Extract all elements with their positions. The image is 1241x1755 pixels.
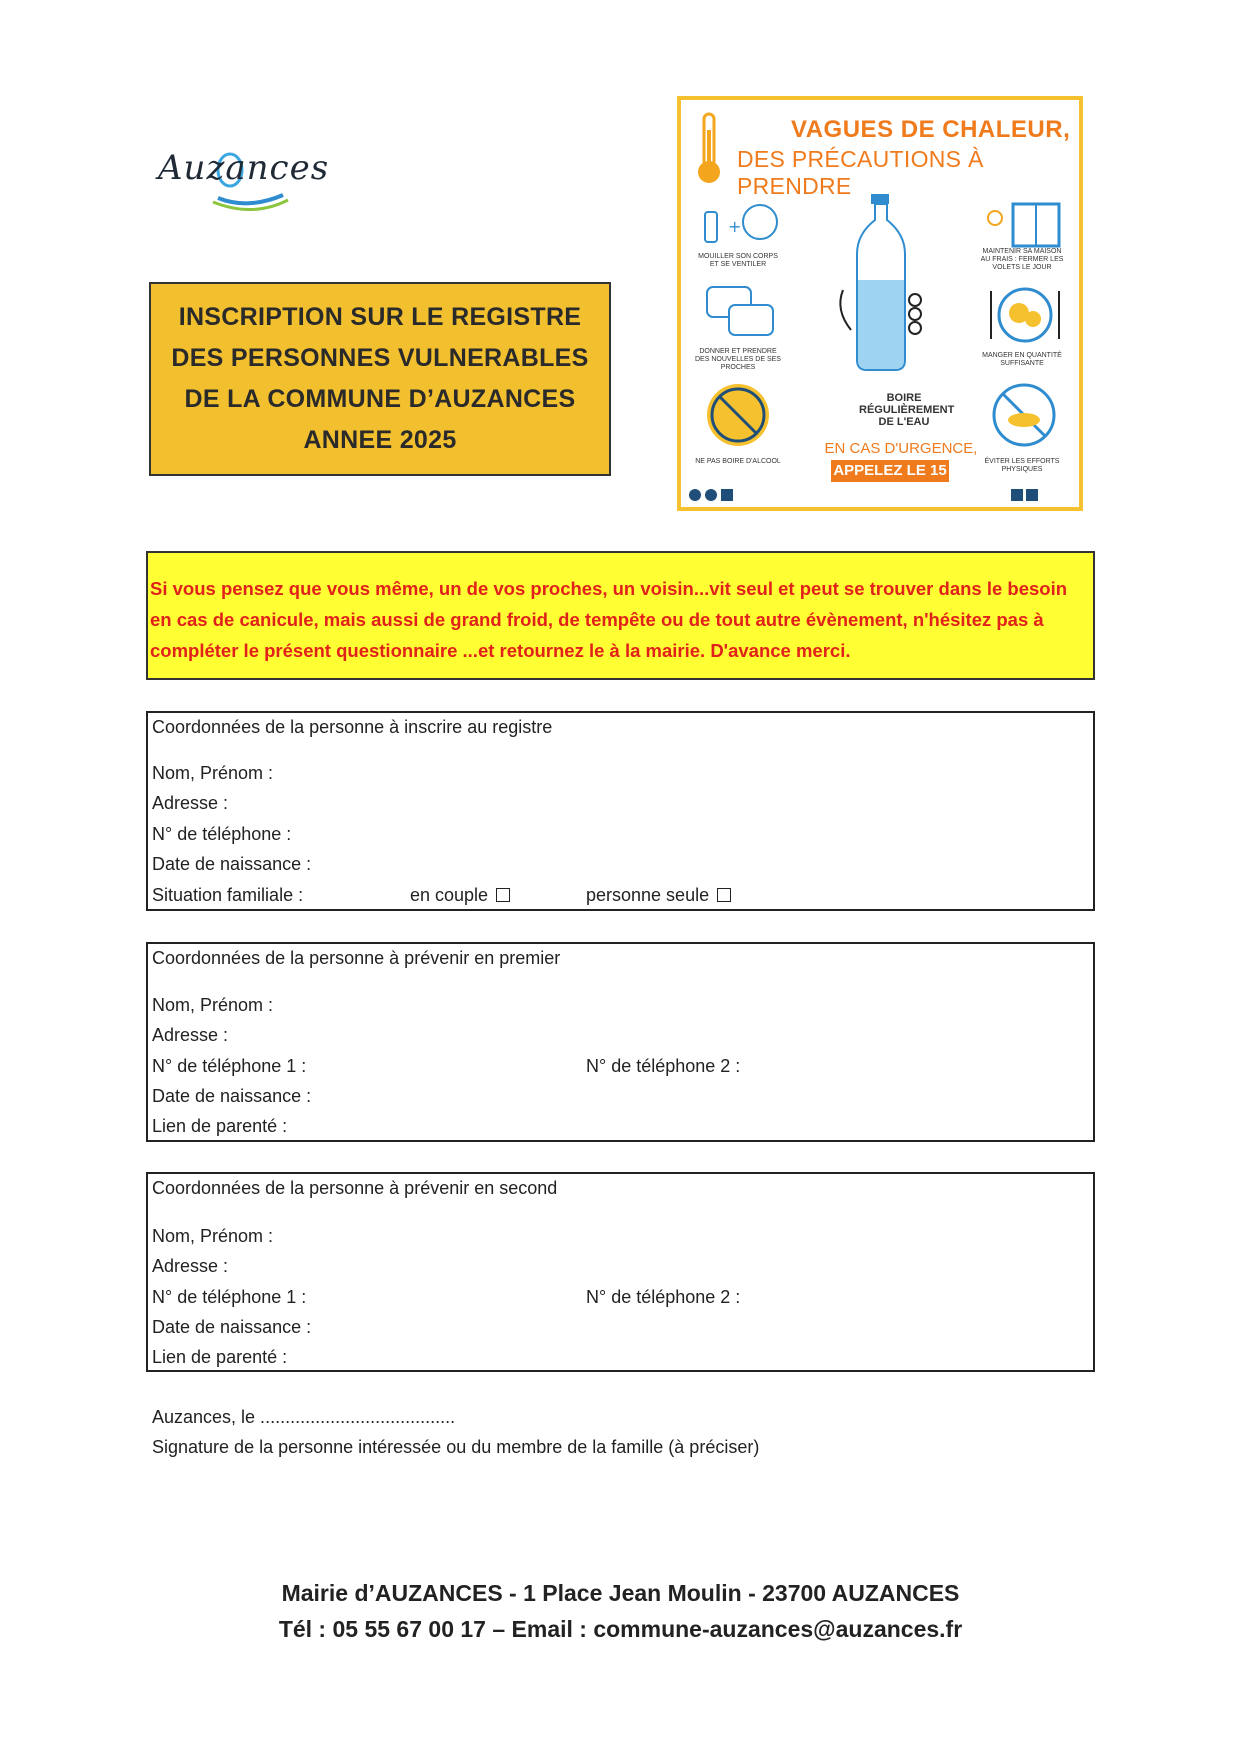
title-line-1: INSCRIPTION SUR LE REGISTRE xyxy=(178,303,582,331)
caption-news: DONNER ET PRENDRE DES NOUVELLES DE SES PROCHES xyxy=(695,348,781,371)
speech-bubbles-icon xyxy=(705,285,785,345)
poster-title-1: VAGUES DE CHALEUR, xyxy=(791,116,1071,143)
address-field-label[interactable]: Adresse : xyxy=(152,793,229,813)
auzances-logo xyxy=(158,140,328,220)
name-field-label[interactable]: Nom, Prénom : xyxy=(152,763,274,783)
caption-drink: BOIRE RÉGULIÈREMENT DE L'EAU xyxy=(859,392,955,428)
section-heading: Coordonnées de la personne à prévenir en second xyxy=(152,1178,558,1198)
title-line-4: ANNEE 2025 xyxy=(303,426,457,454)
family-situation-label: Situation familiale : xyxy=(152,885,304,905)
footer-address: Mairie d’AUZANCES - 1 Place Jean Moulin - 23700 AUZANCES xyxy=(281,1580,960,1606)
poster-appel: APPELEZ LE 15 xyxy=(831,460,949,482)
section-heading: Coordonnées de la personne à prévenir en premier xyxy=(152,948,561,968)
no-effort-icon xyxy=(991,382,1061,452)
poster-title-2: DES PRÉCAUTIONS À PRENDRE xyxy=(737,146,984,199)
single-checkbox[interactable] xyxy=(717,888,731,902)
logo-text: Auzances xyxy=(158,148,330,188)
phone2-field-label[interactable]: N° de téléphone 2 : xyxy=(586,1287,741,1307)
section-heading: Coordonnées de la personne à inscrire au registre xyxy=(152,717,553,737)
relation-field-label[interactable]: Lien de parenté : xyxy=(152,1116,288,1136)
notice-line-3: compléter le présent questionnaire ...et retournez le à la mairie. D'avance merci. xyxy=(150,640,851,661)
spray-fan-icon xyxy=(695,200,785,250)
phone1-field-label[interactable]: N° de téléphone 1 : xyxy=(152,1056,307,1076)
single-checkbox-option[interactable] xyxy=(586,885,731,906)
birthdate-field-label[interactable]: Date de naissance : xyxy=(152,1086,312,1106)
title-line-3: DE LA COMMUNE D’AUZANCES xyxy=(184,385,576,413)
notice-line-2: en cas de canicule, mais aussi de grand froid, de tempête ou de tout autre évènement, n'hésitez pas à xyxy=(150,609,1044,630)
water-bottle-icon xyxy=(831,190,941,380)
address-field-label[interactable]: Adresse : xyxy=(152,1256,229,1276)
birthdate-field-label[interactable]: Date de naissance : xyxy=(152,1317,312,1337)
name-field-label[interactable]: Nom, Prénom : xyxy=(152,1226,274,1246)
notice-line-1: Si vous pensez que vous même, un de vos proches, un voisin...vit seul et peut se trouver dans le besoin xyxy=(150,578,1068,599)
section-first-contact xyxy=(146,942,1095,1142)
poster-footer-logos xyxy=(681,485,1079,507)
notice-box xyxy=(146,551,1095,680)
thermometer-icon xyxy=(695,110,725,190)
signature-date[interactable]: Auzances, le ....................................... xyxy=(152,1407,456,1427)
poster-urgence: EN CAS D'URGENCE, xyxy=(824,440,978,457)
address-field-label[interactable]: Adresse : xyxy=(152,1025,229,1045)
phone1-field-label[interactable]: N° de téléphone 1 : xyxy=(152,1287,307,1307)
couple-label: en couple xyxy=(410,885,489,905)
caption-eat: MANGER EN QUANTITÉ SUFFISANTE xyxy=(982,352,1062,367)
section-registered-person xyxy=(146,711,1095,911)
caption-wet: MOUILLER SON CORPS ET SE VENTILER xyxy=(698,253,778,268)
phone2-field-label[interactable]: N° de téléphone 2 : xyxy=(586,1056,741,1076)
single-label: personne seule xyxy=(586,885,710,905)
footer-contact: Tél : 05 55 67 00 17 – Email : commune-auzances@auzances.fr xyxy=(278,1616,963,1642)
couple-checkbox-option[interactable] xyxy=(410,885,510,906)
relation-field-label[interactable]: Lien de parenté : xyxy=(152,1347,288,1367)
signature-instruction: Signature de la personne intéressée ou du membre de la famille (à préciser) xyxy=(152,1437,760,1457)
birthdate-field-label[interactable]: Date de naissance : xyxy=(152,854,312,874)
plate-icon xyxy=(985,285,1065,345)
svg-text:+: + xyxy=(728,217,742,236)
no-alcohol-icon xyxy=(705,382,775,452)
caption-house: MAINTENIR SA MAISON AU FRAIS : FERMER LES VOLETS LE JOUR xyxy=(980,248,1064,271)
registry-title xyxy=(149,282,611,476)
sun-shutter-icon xyxy=(981,200,1071,250)
caption-alcohol: NE PAS BOIRE D'ALCOOL xyxy=(695,458,781,465)
couple-checkbox[interactable] xyxy=(496,888,510,902)
heatwave-poster xyxy=(677,96,1083,511)
caption-effort: ÉVITER LES EFFORTS PHYSIQUES xyxy=(984,458,1060,473)
section-second-contact xyxy=(146,1172,1095,1372)
title-line-2: DES PERSONNES VULNERABLES xyxy=(171,344,589,372)
phone-field-label[interactable]: N° de téléphone : xyxy=(152,824,292,844)
name-field-label[interactable]: Nom, Prénom : xyxy=(152,995,274,1015)
